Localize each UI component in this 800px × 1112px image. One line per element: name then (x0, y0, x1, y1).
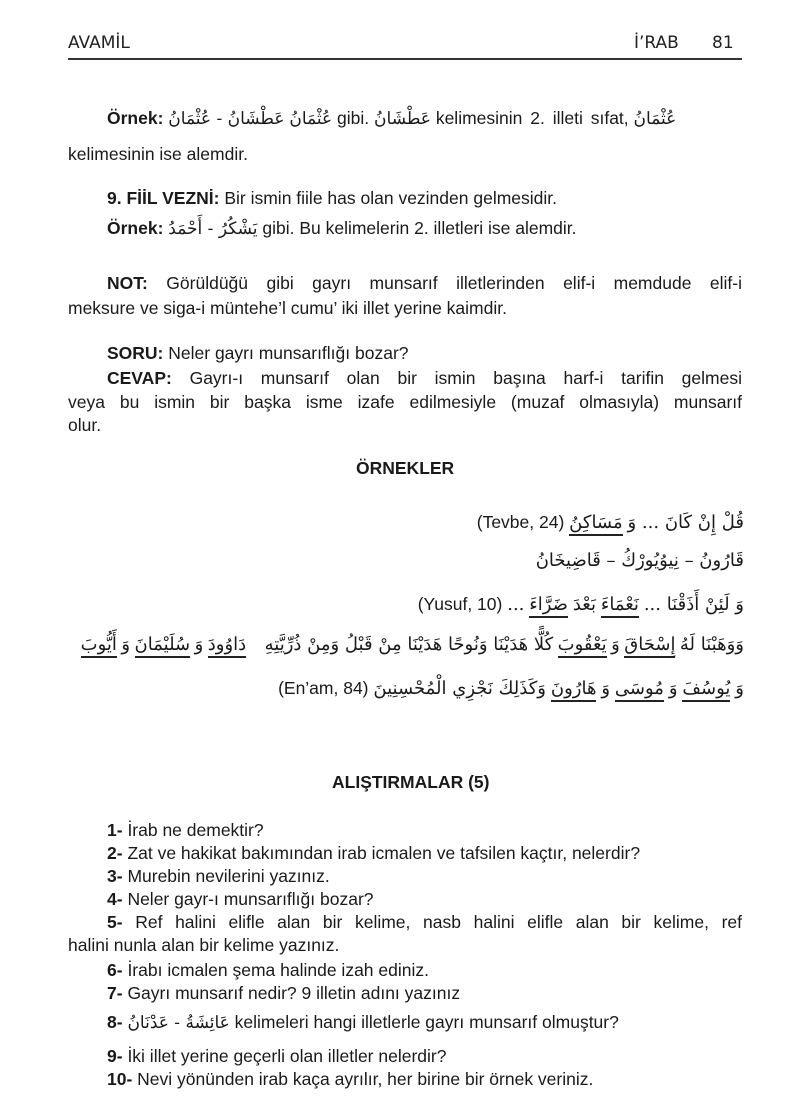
alistirmalar-heading: ALIŞTIRMALAR (5) (332, 772, 490, 792)
arabic-pair: عَطْشَانُ - عُثْمَانُ (168, 109, 285, 129)
question-6-text: İrabı icmalen şema halinde izah ediniz. (127, 960, 429, 980)
question-5-line-1 (107, 910, 742, 934)
question-1-text: İrab ne demektir? (127, 820, 264, 840)
question-5-number: 5- (107, 912, 123, 932)
enam-w3: كُلًّا هَدَيْنَا وَنُوحًا هَدَيْنَا مِنْ قَبْلُ وَمِنْ ذُرِّيَّتِهِ (264, 634, 554, 655)
question-8-number: 8- (107, 1012, 123, 1032)
question-1 (107, 818, 264, 842)
question-2-number: 2- (107, 843, 123, 863)
cevap-line-3: olur. (68, 415, 102, 435)
example-enam-line-2 (278, 676, 744, 701)
enam-w2: وَ (611, 634, 620, 655)
question-2 (107, 841, 640, 865)
enam-w9: وَكَذَلِكَ نَجْزِي الْمُحْسِنِينَ (373, 678, 546, 699)
cevap-text-1: Gayrı-ı munsarıf olan bir ismin başına harf-i tarifin gelmesi (189, 368, 742, 388)
ornek-mid-text: kelimesinin 2. illeti sıfat, (435, 108, 629, 128)
example-enam-line-1 (81, 634, 744, 655)
enam-w8: وَ (601, 678, 611, 699)
tevbe-arabic: قُلْ إِنْ كَانَ ... وَ (627, 512, 744, 533)
enam-davud: دَاوُودَ (208, 634, 246, 658)
fiil-ornek-text: gibi. Bu kelimelerin 2. illetleri ise alemdir. (262, 218, 577, 238)
not-line-1 (107, 271, 742, 295)
question-2-text: Zat ve hakikat bakımından irab icmalen ve tafsilen kaçtır, nelerdir? (127, 843, 641, 863)
enam-yusuf: يُوسُفَ (682, 678, 730, 702)
gibi-text: gibi. (337, 108, 370, 128)
question-7-text: Gayrı munsarıf nedir? 9 illetin adını yazınız (127, 983, 461, 1003)
enam-ref: (En’am, 84) (278, 678, 369, 698)
question-10-text: Nevi yönünden irab kaça ayrılır, her birine bir örnek veriniz. (137, 1069, 594, 1089)
soru-label: SORU: (107, 343, 164, 363)
fiil-ornek-label: Örnek: (107, 218, 164, 238)
question-6-number: 6- (107, 960, 123, 980)
page-number: 81 (712, 33, 734, 53)
arabic-osman-2: عُثْمَانُ (633, 109, 677, 129)
not-label: NOT: (107, 273, 148, 293)
tevbe-ref: (Tevbe, 24) (476, 512, 565, 532)
fiil-ornek-line (107, 216, 577, 241)
header-rule (68, 58, 742, 60)
question-8 (107, 1010, 619, 1035)
ornek-line-2: kelimesinin ise alemdir. (68, 144, 248, 164)
yusuf-bade: بَعْدَ (572, 594, 596, 615)
example-yusuf (418, 592, 744, 617)
yusuf-underlined-darra: ضَرَّاءَ (529, 594, 568, 618)
running-header-title: İ’RAB (634, 33, 679, 53)
soru-text: Neler gayrı munsarıflığı bozar? (168, 343, 409, 363)
tevbe-underlined-word: مَسَاكِنُ (569, 512, 622, 536)
cevap-label: CEVAP: (107, 368, 172, 388)
cevap-line-2: veya bu ismin bir başka isme izafe edilmesiyle (muzaf olmasıyla) munsarıf (68, 392, 742, 412)
question-3-text: Murebin nevilerini yazınız. (127, 866, 330, 886)
enam-w5: وَ (121, 634, 131, 655)
arabic-osman: عُثْمَانُ (289, 109, 333, 129)
cevap-line-1 (107, 366, 742, 390)
ornekler-heading: ÖRNEKLER (356, 458, 455, 478)
arabic-atshan: عَطْشَانُ (374, 109, 431, 129)
enam-w4: وَ (194, 634, 204, 655)
soru-line (107, 341, 409, 365)
question-5-line-2: halini nunla alan bir kelime yazınız. (68, 935, 340, 955)
question-10 (107, 1067, 593, 1091)
question-7-number: 7- (107, 983, 123, 1003)
not-line-2: meksure ve siga-i müntehe’l cumu’ iki illet yerine kaimdir. (68, 298, 507, 318)
question-4 (107, 887, 374, 911)
question-9-text: İki illet yerine geçerli olan illetler nelerdir? (127, 1046, 447, 1066)
enam-w6: وَ (735, 678, 744, 699)
fiil-vezni-text: Bir ismin fiile has olan vezinden gelmesidir. (224, 188, 557, 208)
yusuf-arabic: وَ لَئِنْ أَذَقْنَا ... (643, 594, 744, 615)
not-text-1: Görüldüğü gibi gayrı munsarıf illetlerinden elif-i memdude elif-i (166, 273, 742, 293)
question-9-number: 9- (107, 1046, 123, 1066)
fiil-ornek-arabic: يَشْكُرُ - أَحْمَدُ (168, 219, 258, 239)
ornek-label: Örnek: (107, 108, 164, 128)
example-proper-names: قَارُونُ – نِيوُيُورْكُ – قَاضِيخَانُ (535, 550, 744, 571)
enam-harun: هَارُونَ (551, 678, 597, 702)
fiil-vezni-label: 9. FİİL VEZNİ: (107, 188, 220, 208)
enam-w1: وَوَهَبْنَا لَهُ (679, 634, 744, 655)
question-9 (107, 1044, 446, 1068)
running-header-left: AVAMİL (68, 33, 130, 53)
question-6 (107, 958, 429, 982)
enam-suleyman: سُلَيْمَانَ (135, 634, 191, 658)
question-10-number: 10- (107, 1069, 133, 1089)
enam-musa: مُوسَى (615, 678, 664, 702)
question-1-number: 1- (107, 820, 123, 840)
question-3-number: 3- (107, 866, 123, 886)
ornek-line-1 (107, 106, 676, 131)
question-7 (107, 981, 460, 1005)
enam-ishak: إِسْحَاقَ (624, 634, 675, 658)
yusuf-ref: (Yusuf, 10) (417, 594, 503, 614)
enam-eyyub: أَيُّوبَ (81, 634, 117, 658)
example-tevbe (477, 510, 744, 535)
question-4-text: Neler gayr-ı munsarıflığı bozar? (127, 889, 374, 909)
enam-yakub: يَعْقُوبَ (558, 634, 607, 658)
enam-w7: وَ (668, 678, 678, 699)
yusuf-ellipsis: ... (507, 594, 525, 615)
question-8-arabic: عَائِشَةُ - عَدْنَانُ (127, 1013, 230, 1033)
fiil-vezni-line (107, 186, 557, 210)
question-8-text: kelimeleri hangi illetlerle gayrı munsarıf olmuştur? (234, 1012, 619, 1032)
question-4-number: 4- (107, 889, 123, 909)
question-5-text-1: Ref halini elifle alan bir kelime, nasb halini elifle alan bir kelime, ref (135, 912, 742, 932)
question-3 (107, 864, 330, 888)
yusuf-underlined-nama: نَعْمَاءَ (601, 594, 639, 618)
